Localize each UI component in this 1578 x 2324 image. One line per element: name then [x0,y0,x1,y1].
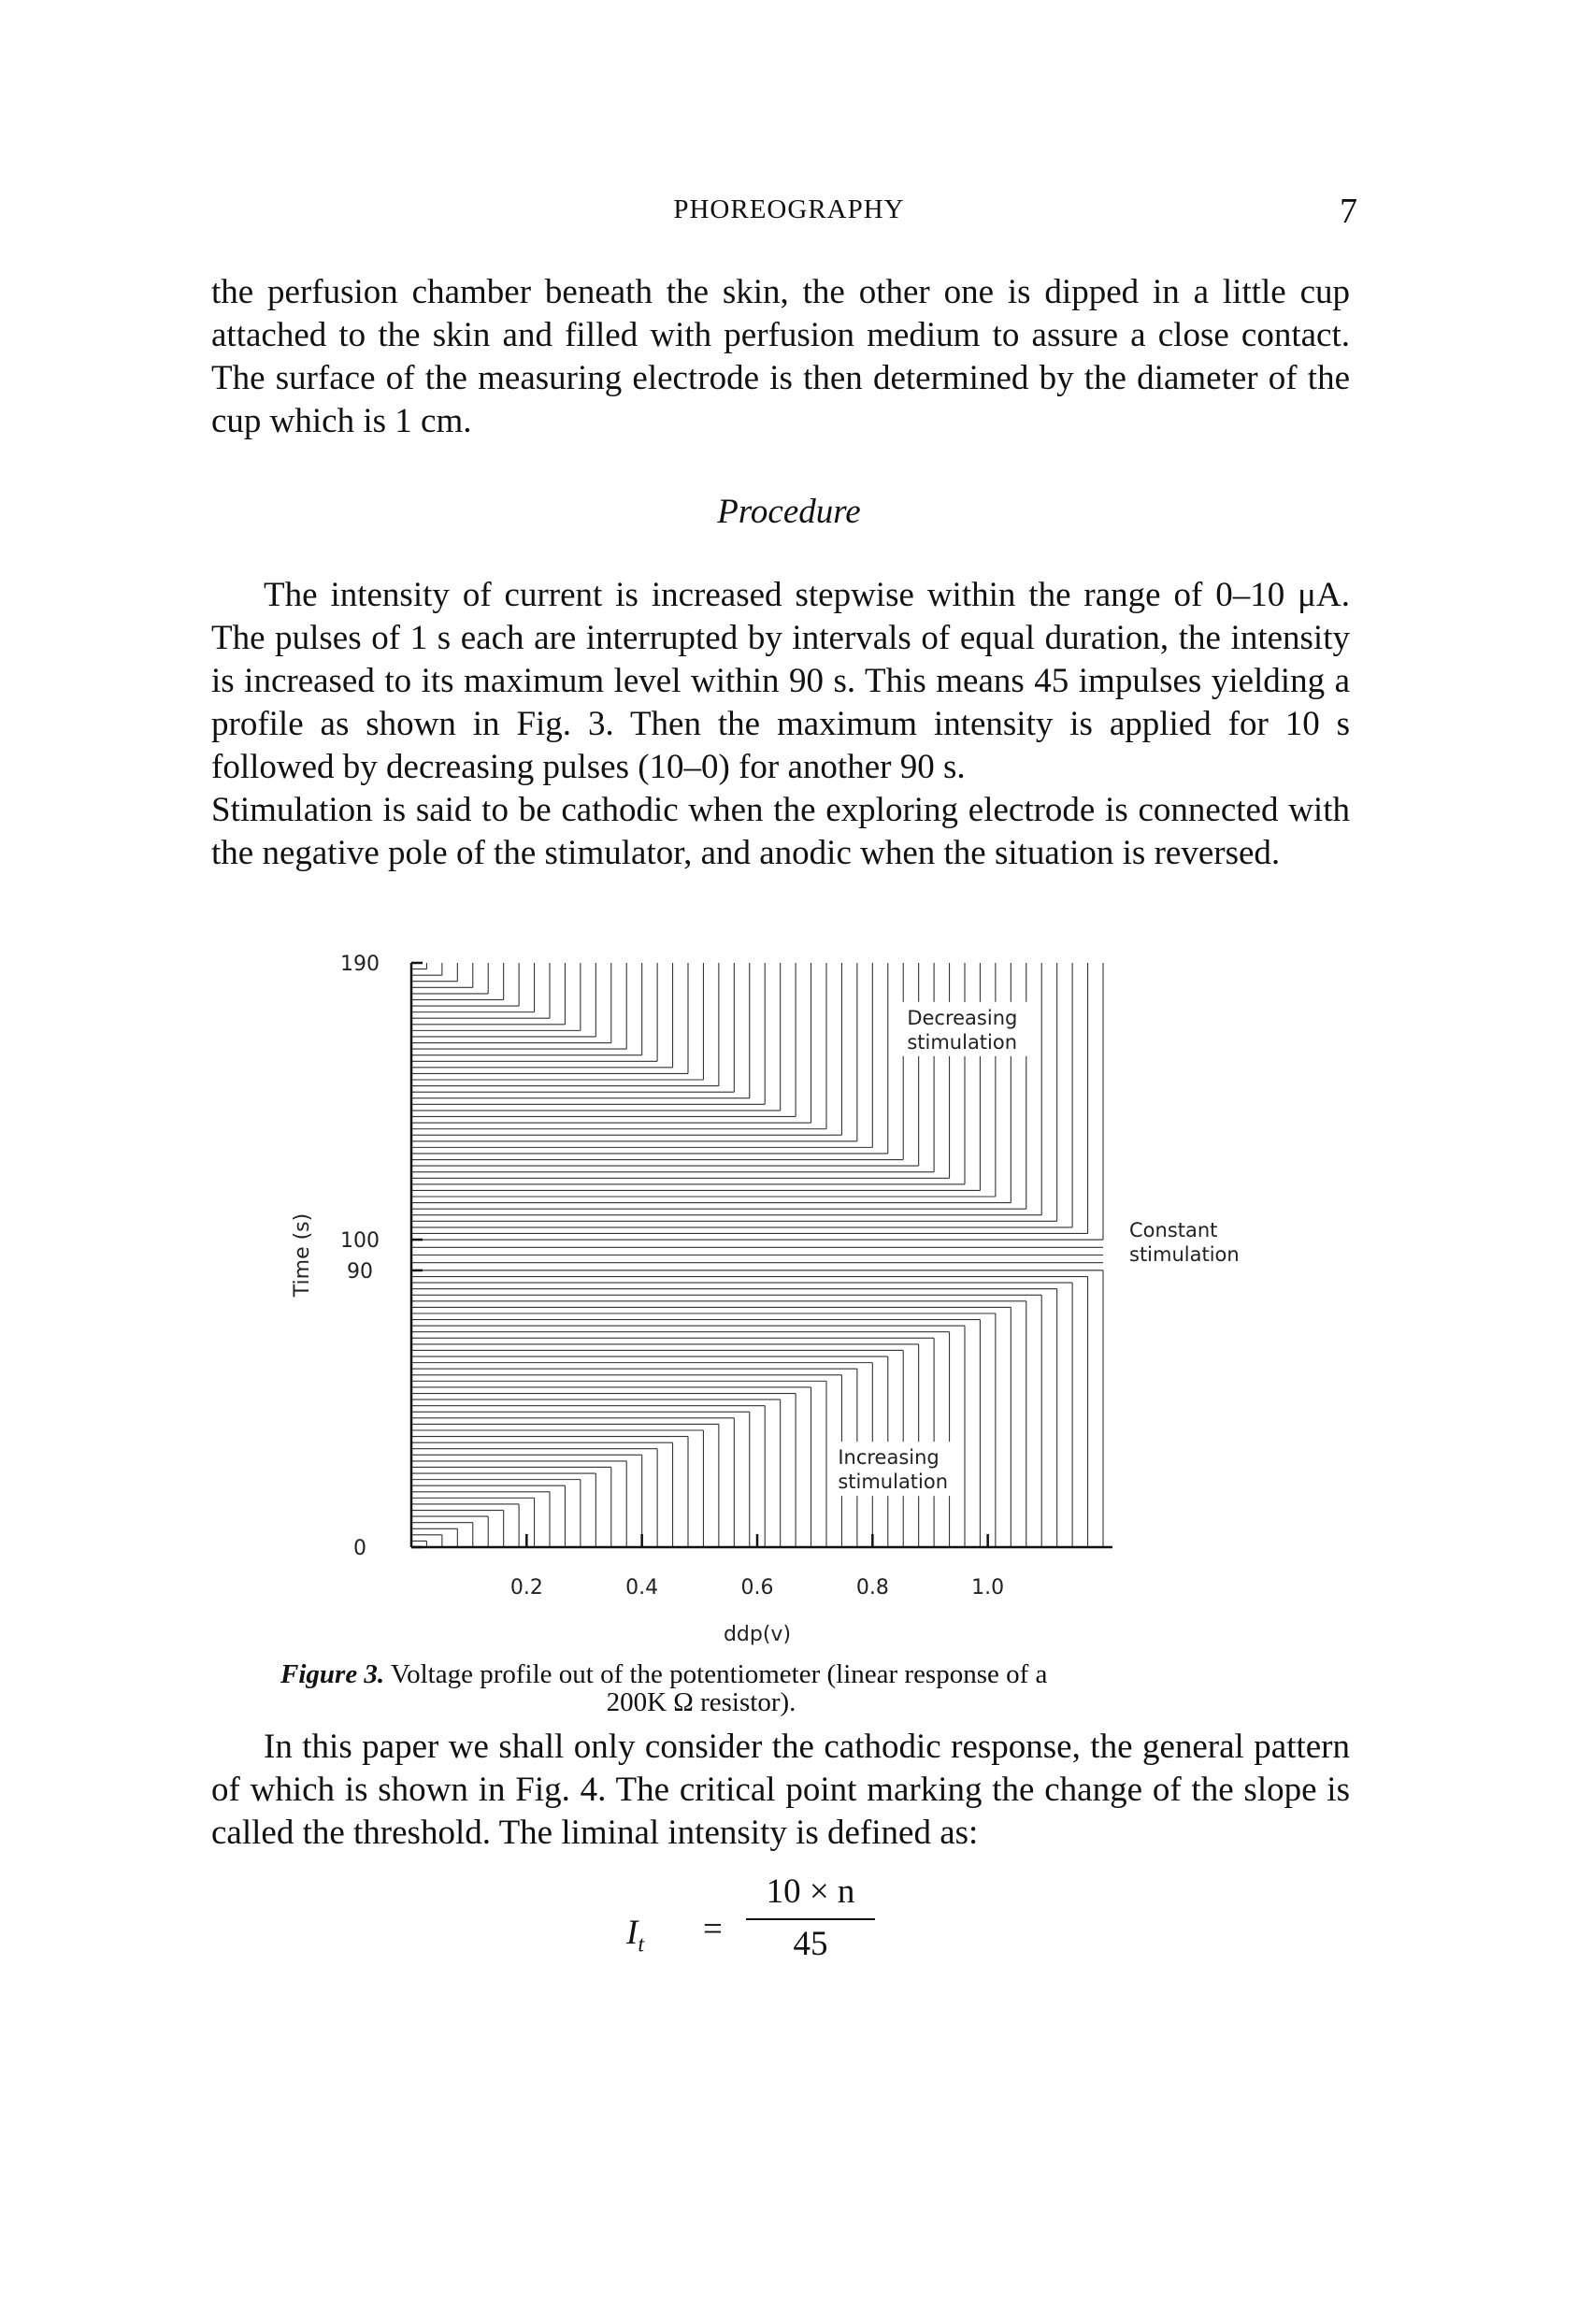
paragraph-cathodic [211,1726,1350,1855]
annotation-line-2: stimulation [838,1470,949,1494]
x-tick-label: 1.0 [971,1576,1005,1600]
figure-caption-text-2: 200K Ω resistor). [606,1687,796,1717]
figure-caption-text-1: Voltage profile out of the potentiometer (linear response of a [390,1659,1048,1689]
y-tick-label: 190 [340,953,380,976]
y-tick-label: 100 [340,1229,380,1254]
liminal-intensity-formula [626,1872,963,1984]
x-tick-label: 0.4 [625,1576,659,1600]
annotation-line-2: stimulation [907,1030,1018,1054]
figure-3-chart [262,935,1290,1645]
figure-caption-line-1 [280,1660,1327,1688]
annotation-line-2: stimulation [1129,1242,1240,1266]
formula-fraction-bar [746,1918,875,1920]
annotation-line-1: Decreasing [907,1006,1018,1029]
formula-lhs-symbol: I [626,1914,638,1952]
section-heading-procedure: Procedure [717,493,861,531]
annotation-line-1: Constant [1129,1218,1218,1241]
formula-denominator: 45 [793,1925,828,1963]
running-header [0,194,1578,232]
paragraph-perfusion [211,271,1350,443]
x-tick-label: 0.2 [509,1576,543,1600]
y-tick-label: 90 [347,1259,373,1284]
paragraph-stimulation-text: Stimulation is said to be cathodic when the exploring electrode is connected with the negative pole of the stimulator, and anodic when the situation is reversed. [211,791,1350,872]
paragraph-cathodic-text: In this paper we shall only consider the cathodic response, the general pattern of which is shown in Fig. 4. The critical point marking the change of the slope is called the threshold. The liminal intensity is defined as: [211,1728,1350,1852]
paragraph-procedure-text: The intensity of current is increased stepwise within the range of 0–10 μA. The pulses of 1 s each are interrupted by intervals of equal duration, the intensity is increased to its maximum level within 90 s. This means 45 impulses yielding a profile as shown in Fig. 3. Then the maximum intensity is applied for 10 s followed by decreasing pulses (10–0) for another 90 s. [211,576,1350,786]
voltage-profile-chart [262,935,1290,1645]
paragraph-perfusion-text: the perfusion chamber beneath the skin, the other one is dipped in a little cup attached to the skin and filled with perfusion medium to assure a close contact. The surface of the measuring electrode is then determined by the diameter of the cup which is 1 cm. [211,273,1350,440]
x-axis-title: ddp(v) [723,1623,792,1645]
annotation-line-1: Increasing [838,1446,940,1470]
formula-equals: = [703,1910,723,1948]
x-tick-label: 0.8 [855,1576,889,1600]
formula-numerator: 10 × n [766,1872,855,1911]
running-title: PHOREOGRAPHY [673,194,905,224]
y-tick-label: 0 [353,1537,366,1560]
formula-lhs [626,1913,644,1958]
x-tick-label: 0.6 [740,1576,774,1600]
figure-caption-label: Figure 3. [280,1659,385,1689]
figure-caption-line-2 [280,1688,1327,1716]
page-number: 7 [1340,192,1357,231]
formula-lhs-subscript: t [638,1932,644,1958]
figure-caption [280,1660,1327,1716]
y-axis-title: Time (s) [291,1212,314,1298]
paragraph-procedure [211,574,1350,875]
